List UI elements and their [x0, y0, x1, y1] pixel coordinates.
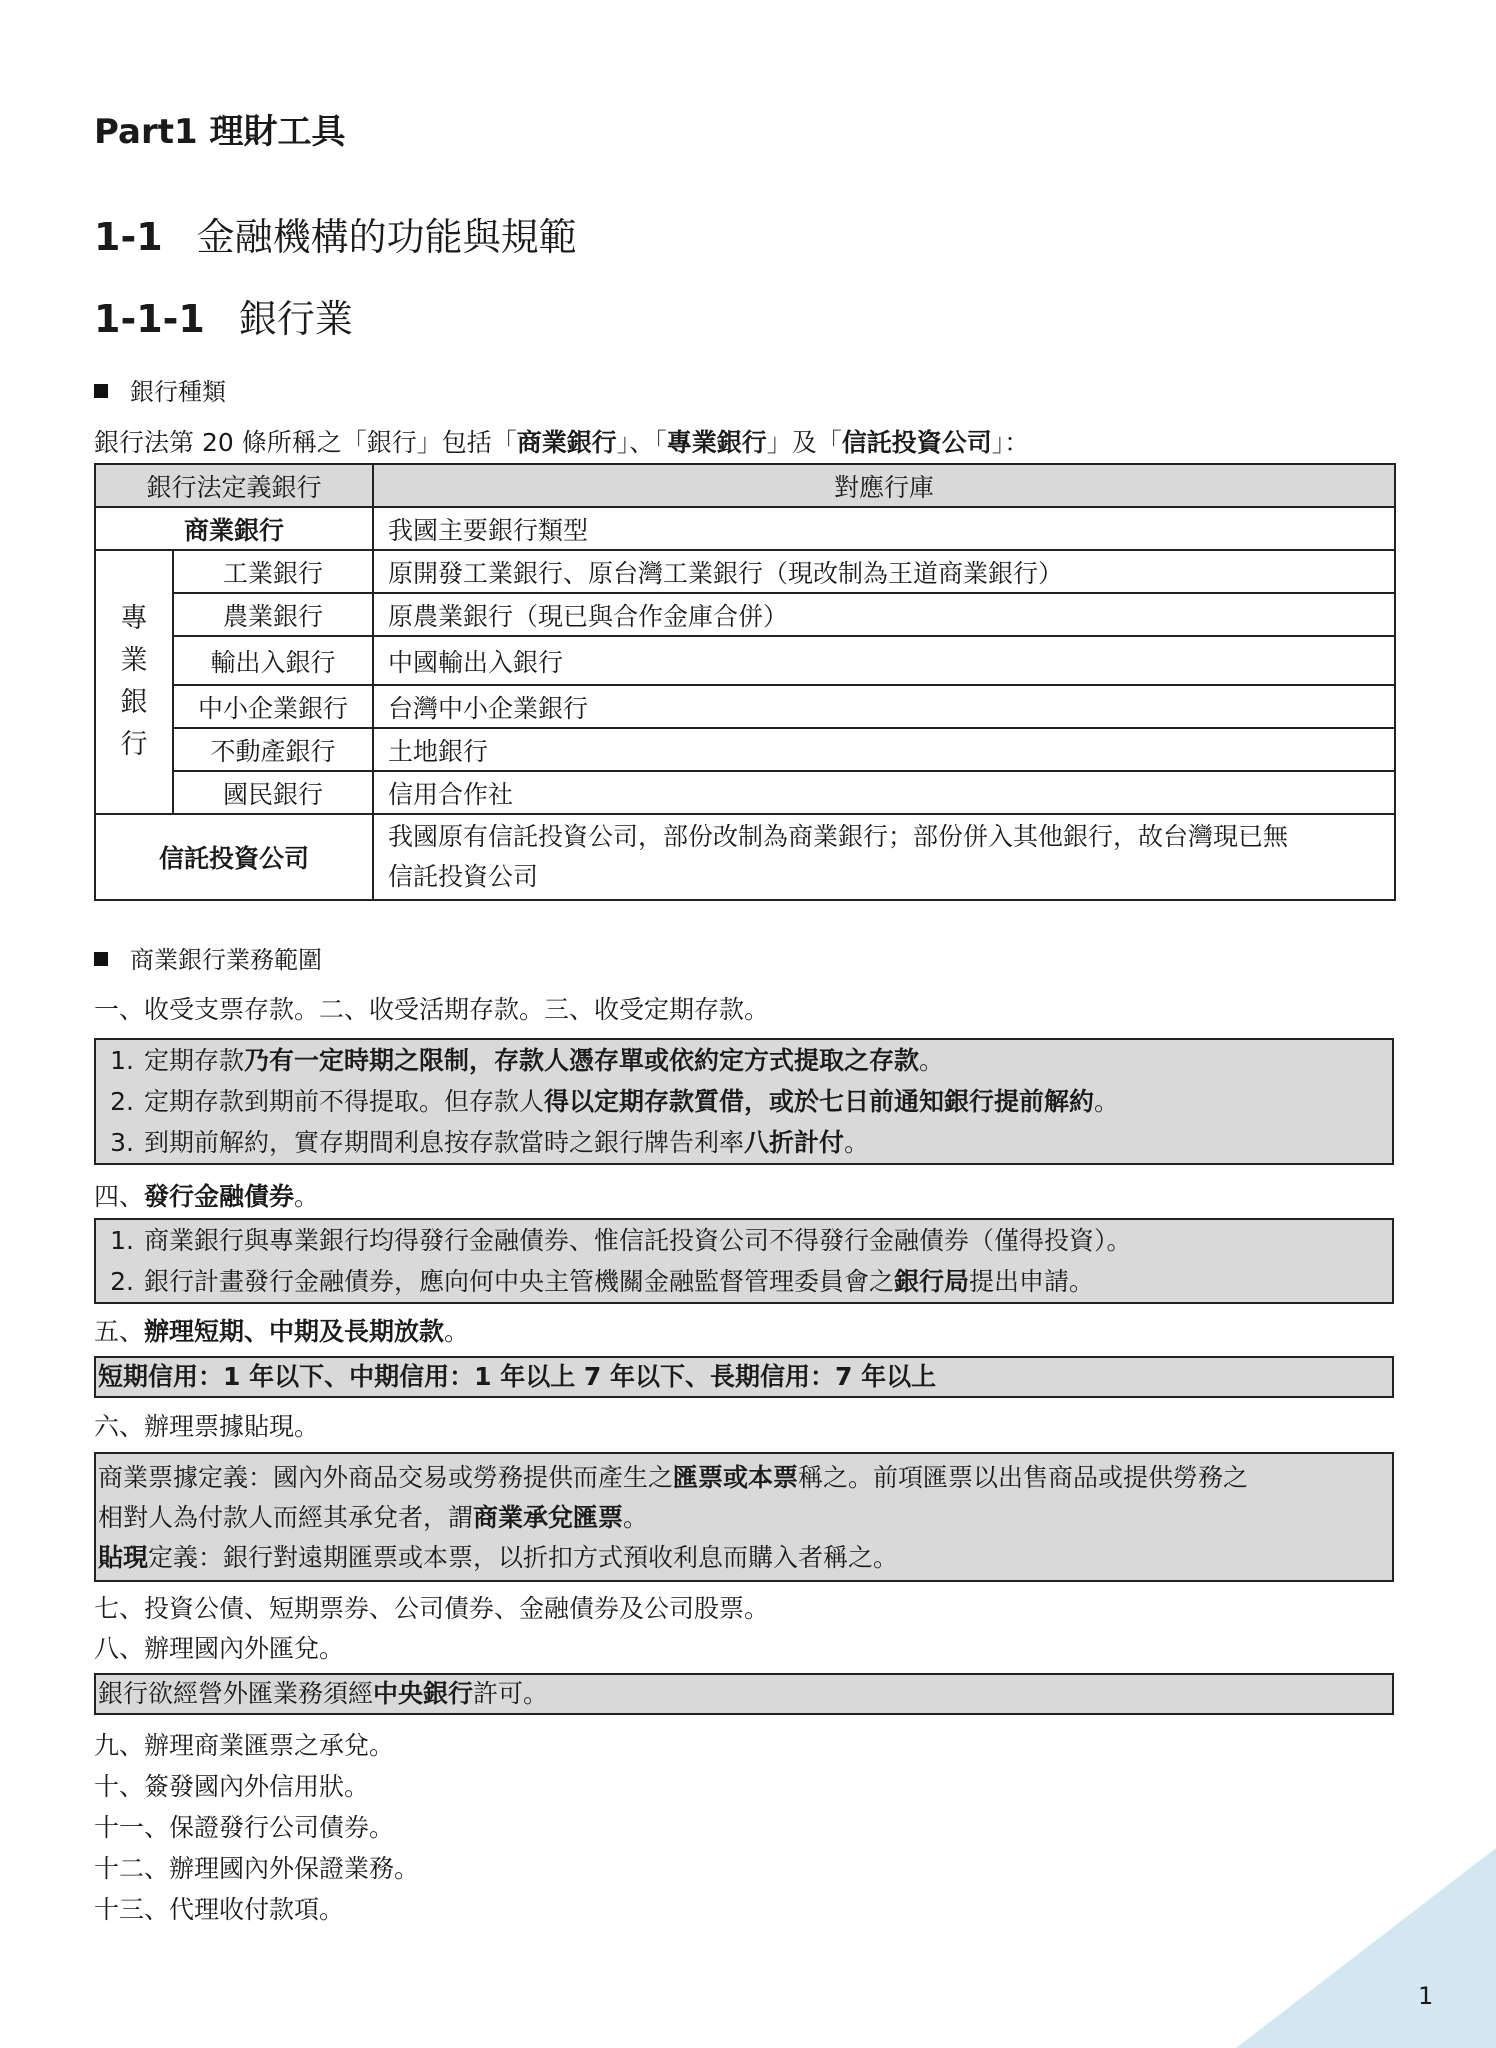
bank-name-cell: 輸出入銀行	[173, 636, 373, 685]
table-row	[95, 728, 1395, 771]
bank-name-cell: 工業銀行	[173, 550, 373, 593]
subsection-heading	[94, 288, 353, 343]
note-box-credit-terms	[94, 1356, 1394, 1398]
note-box-commercial-paper	[94, 1452, 1394, 1582]
square-bullet-icon	[94, 952, 108, 966]
note-box-forex	[94, 1673, 1394, 1715]
bank-types-table	[94, 463, 1396, 901]
bullet-business-scope: 商業銀行業務範圍	[94, 940, 322, 975]
table-row	[95, 814, 1395, 900]
bank-desc-cell: 我國原有信託投資公司，部份改制為商業銀行；部份併入其他銀行，故台灣現已無 信託投資公司	[373, 814, 1395, 900]
part-title: Part1 理財工具	[94, 112, 346, 152]
item-1-3: 一、收受支票存款。二、收受活期存款。三、收受定期存款。	[94, 995, 770, 1024]
item-9: 九、辦理商業匯票之承兌。	[94, 1731, 395, 1760]
bank-desc-cell: 信用合作社	[373, 771, 1395, 814]
table-row	[95, 636, 1395, 685]
bank-desc-cell: 台灣中小企業銀行	[373, 685, 1395, 728]
bank-desc-cell: 我國主要銀行類型	[373, 507, 1395, 550]
page-number: 1	[1418, 1982, 1434, 2010]
intro-paragraph: 銀行法第 20 條所稱之「銀行」包括「商業銀行」、「專業銀行」及「信託投資公司」：	[94, 428, 1030, 457]
bank-name-cell: 中小企業銀行	[173, 685, 373, 728]
note-line: 1. 定期存款乃有一定時期之限制，存款人憑存單或依約定方式提取之存款。	[110, 1046, 945, 1075]
table-row	[95, 507, 1395, 550]
bank-name-cell: 商業銀行	[95, 507, 373, 550]
corner-decoration	[1236, 1848, 1496, 2048]
table-row	[95, 685, 1395, 728]
bank-name-cell: 農業銀行	[173, 593, 373, 636]
bank-desc-cell: 原農業銀行（現已與合作金庫合併）	[373, 593, 1395, 636]
note-box-financial-bonds	[94, 1218, 1394, 1304]
item-8: 八、辦理國內外匯兌。	[94, 1634, 345, 1663]
bank-desc-cell: 原開發工業銀行、原台灣工業銀行（現改制為王道商業銀行）	[373, 550, 1395, 593]
subsection-title: 銀行業	[238, 297, 353, 341]
bank-desc-cell: 土地銀行	[373, 728, 1395, 771]
item-10: 十、簽發國內外信用狀。	[94, 1772, 370, 1801]
note-paragraph: 商業票據定義：國內外商品交易或勞務提供而產生之匯票或本票稱之。前項匯票以出售商品或提供勞務之 相對人為付款人而經其承兌者，謂商業承兌匯票。 貼現定義：銀行對遠期匯票或本票，以折扣方式預收利息而購入者稱之。	[98, 1463, 1249, 1572]
section-heading	[94, 206, 577, 261]
square-bullet-icon	[94, 384, 108, 398]
item-13: 十三、代理收付款項。	[94, 1895, 345, 1924]
table-row	[95, 771, 1395, 814]
header-cell: 對應行庫	[373, 464, 1395, 507]
section-title: 金融機構的功能與規範	[196, 215, 577, 259]
item-12: 十二、辦理國內外保證業務。	[94, 1854, 420, 1883]
bank-name-cell: 國民銀行	[173, 771, 373, 814]
note-line: 3. 到期前解約，實存期間利息按存款當時之銀行牌告利率八折計付。	[110, 1128, 870, 1157]
note-box-time-deposit	[94, 1038, 1394, 1165]
header-cell: 銀行法定義銀行	[95, 464, 373, 507]
professional-bank-label: 專 業 銀 行	[95, 550, 173, 814]
note-line: 2. 定期存款到期前不得提取。但存款人得以定期存款質借，或於七日前通知銀行提前解約。	[110, 1087, 1120, 1116]
item-4: 四、發行金融債券。	[94, 1182, 320, 1211]
table-row	[95, 550, 1395, 593]
item-6: 六、辦理票據貼現。	[94, 1412, 320, 1441]
item-11: 十一、保證發行公司債券。	[94, 1813, 395, 1842]
item-5: 五、辦理短期、中期及長期放款。	[94, 1317, 470, 1346]
item-7: 七、投資公債、短期票券、公司債券、金融債券及公司股票。	[94, 1594, 770, 1623]
note-line: 短期信用：1 年以下、中期信用：1 年以上 7 年以下、長期信用：7 年以上	[98, 1362, 937, 1391]
bank-name-cell: 信託投資公司	[95, 814, 373, 900]
table-header-row	[95, 464, 1395, 507]
note-line: 銀行欲經營外匯業務須經中央銀行許可。	[98, 1679, 549, 1708]
note-line: 1. 商業銀行與專業銀行均得發行金融債券、惟信託投資公司不得發行金融債券（僅得投資）。	[110, 1226, 1132, 1255]
bullet-bank-types: 銀行種類	[94, 372, 226, 407]
subsection-number: 1-1-1	[94, 297, 205, 341]
corner-triangle	[1236, 1848, 1496, 2048]
section-number: 1-1	[94, 215, 163, 259]
bank-name-cell: 不動產銀行	[173, 728, 373, 771]
table-row	[95, 593, 1395, 636]
note-line: 2. 銀行計畫發行金融債券，應向何中央主管機關金融監督管理委員會之銀行局提出申請。	[110, 1267, 1095, 1296]
bank-desc-cell: 中國輸出入銀行	[373, 636, 1395, 685]
